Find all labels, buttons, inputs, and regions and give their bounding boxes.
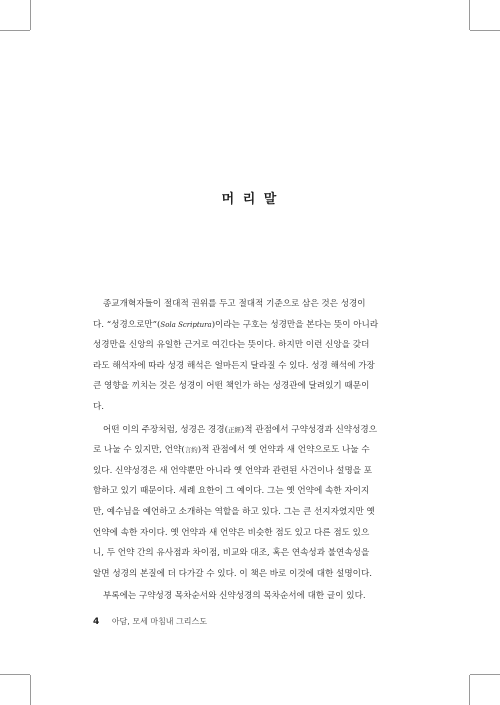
text-line: 종교개혁자들이 절대적 권위를 두고 절대적 기준으로 삼은 것은 성경이 bbox=[103, 299, 366, 309]
text-line bbox=[93, 315, 407, 336]
crop-mark-top-left-v bbox=[30, 0, 31, 30]
latin-term: Sola Scriptura bbox=[160, 320, 212, 329]
paragraph bbox=[93, 294, 407, 418]
crop-mark-bottom-left-v bbox=[30, 675, 31, 705]
text-run: 로 나눌 수 있지만, 언약( bbox=[93, 445, 185, 456]
text-line bbox=[93, 420, 407, 441]
crop-mark-top-right-v bbox=[469, 0, 470, 30]
text-line: 만, 예수님을 예언하고 소개하는 역할을 하고 있다. 그는 큰 선지자였지만 옛 bbox=[93, 506, 375, 517]
crop-mark-bottom-right-h bbox=[470, 674, 500, 675]
text-line: 큰 영향을 끼치는 것은 성경이 어떤 책인가 하는 성경관에 달려있기 때문이 bbox=[93, 381, 370, 392]
text-line: 언약에 속한 자이다. 옛 언약과 새 언약은 비슷한 점도 있고 다른 점도 있으 bbox=[93, 527, 370, 538]
crop-mark-top-right-h bbox=[470, 30, 500, 31]
text-line: 알면 성경의 본질에 더 다가갈 수 있다. 이 책은 바로 이것에 대한 설명이다. bbox=[93, 568, 372, 579]
text-line: 다. bbox=[93, 401, 105, 412]
text-run: 다. “성경으로만”( bbox=[93, 319, 161, 330]
text-run: 어떤 이의 주장처럼, 성경은 경경( bbox=[103, 424, 228, 435]
text-line: 라도 해석자에 따라 성경 해석은 얼마든지 달라질 수 있다. 성경 해석에 가장 bbox=[93, 360, 375, 371]
crop-mark-top-left-h bbox=[0, 30, 30, 31]
hanja-term: 正經 bbox=[227, 425, 241, 434]
page-footer bbox=[93, 616, 207, 627]
paragraph bbox=[93, 420, 407, 585]
paragraph bbox=[93, 586, 407, 607]
page-title: 머 리 말 bbox=[221, 192, 279, 207]
crop-mark-bottom-left-h bbox=[0, 674, 30, 675]
text-line: 부록에는 구약성경 목차순서와 신약성경의 목차순서에 대한 글이 있다. bbox=[103, 591, 366, 602]
text-line: 함하고 있기 때문이다. 세례 요한이 그 예이다. 그는 옛 언약에 속한 자이지 bbox=[93, 486, 370, 497]
running-title: 아담, 모세 마침내 그리스도 bbox=[111, 617, 207, 626]
hanja-term: 言約 bbox=[184, 446, 198, 455]
text-line: 니, 두 언약 간의 유사점과 차이점, 비교와 대조, 혹은 연속성과 불연속성을 bbox=[93, 548, 370, 559]
text-run: )적 관점에서 구약성경과 신약성경으 bbox=[240, 424, 378, 435]
text-line: 있다. 신약성경은 새 언약뿐만 아니라 옛 언약과 관련된 사건이나 설명을 포 bbox=[93, 465, 373, 476]
text-line: 성경만을 신앙의 유일한 근거로 여긴다는 뜻이다. 하지만 이런 신앙을 갖더 bbox=[93, 340, 370, 351]
text-run: )이라는 구호는 성경만을 본다는 뜻이 아니라 bbox=[211, 319, 379, 330]
page-number: 4 bbox=[93, 617, 100, 627]
body-text bbox=[93, 294, 407, 607]
text-line bbox=[93, 440, 407, 461]
crop-mark-bottom-right-v bbox=[469, 675, 470, 705]
text-run: )적 관점에서 옛 언약과 새 언약으로도 나눌 수 bbox=[197, 445, 370, 456]
